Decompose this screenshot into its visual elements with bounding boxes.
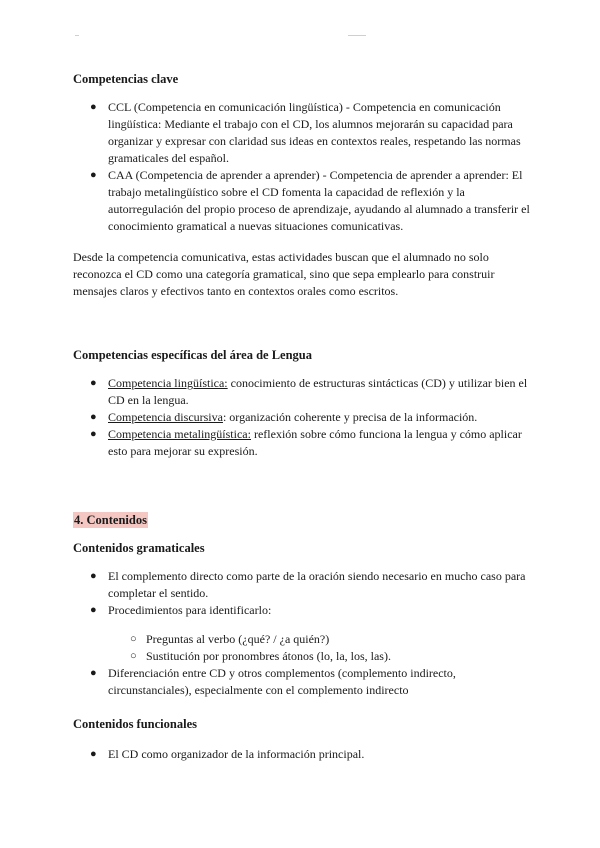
sublist-procedimientos: [130, 631, 530, 665]
heading-contenidos-funcionales: Contenidos funcionales: [73, 717, 197, 731]
bullet-icon: ●: [90, 748, 97, 760]
term-competencia-discursiva: Competencia discursiva: [108, 410, 223, 424]
list-item: [90, 665, 530, 699]
sublist-item: [130, 631, 530, 648]
list-item-text: : organización coherente y precisa de la información.: [222, 410, 478, 424]
page-edge-mark-left: [75, 35, 79, 36]
bullet-icon: ●: [90, 604, 97, 616]
heading-competencias-especificas: Competencias específicas del área de Lengua: [73, 348, 312, 362]
bullet-icon: ●: [90, 411, 97, 423]
bullet-icon: ●: [90, 169, 97, 181]
list-item-text: Procedimientos para identificarlo:: [108, 603, 272, 617]
bullet-icon: ●: [90, 377, 97, 389]
heading-contenidos-gramaticales: Contenidos gramaticales: [73, 541, 205, 555]
sublist-item-text: Preguntas al verbo (¿qué? / ¿a quién?): [146, 632, 330, 646]
paragraph-competencia-comunicativa: Desde la competencia comunicativa, estas actividades buscan que el alumnado no solo reconozca el CD como una categoría gramatical, sino que sepa emplearlo para construir mensajes claros y efectivos tanto en contextos orales como escritos.: [73, 250, 495, 298]
list-item-text: reflexión sobre cómo funciona la lengua y cómo aplicar esto para mejorar su expresión.: [108, 427, 522, 458]
term-competencia-metalinguistica: Competencia metalingüística:: [108, 427, 251, 441]
list-item: [90, 426, 530, 460]
list-item-text: CAA (Competencia de aprender a aprender) - Competencia de aprender a aprender: El trabajo metalingüístico sobre el CD fomenta la capacidad de reflexión y la autorregulación del propio proceso de aprendizaje, ayudando al alumnado a transferir el conocimiento gramatical a nuevas situaciones comunicativas.: [108, 168, 530, 233]
list-competencias-clave: [90, 99, 530, 235]
bullet-icon: ●: [90, 667, 97, 679]
list-item: [90, 409, 530, 426]
list-contenidos-funcionales: [90, 746, 530, 763]
circle-bullet-icon: ○: [130, 633, 137, 645]
list-item-text: Diferenciación entre CD y otros complementos (complemento indirecto, circunstanciales), especialmente con el complemento indirecto: [108, 666, 456, 697]
list-item-text: El complemento directo como parte de la oración siendo necesario en mucho caso para completar el sentido.: [108, 569, 526, 600]
list-item: [90, 568, 530, 602]
list-diferenciacion: [90, 665, 530, 699]
bullet-icon: ●: [90, 570, 97, 582]
list-item: [90, 746, 530, 763]
heading-competencias-clave: Competencias clave: [73, 72, 179, 86]
circle-bullet-icon: ○: [130, 650, 137, 662]
list-item-text: CCL (Competencia en comunicación lingüística) - Competencia en comunicación lingüística: Mediante el trabajo con el CD, los alumnos mejorarán su capacidad para organizar y expresar con claridad sus ideas en contextos reales, respetando las normas gramaticales del español.: [108, 100, 521, 165]
page-edge-mark-right: [348, 35, 366, 36]
list-item: [90, 602, 530, 619]
list-item: [90, 99, 530, 167]
heading-contenidos: [73, 513, 148, 528]
list-item-text: conocimiento de estructuras sintácticas (CD) y utilizar bien el CD en la lengua.: [108, 376, 528, 407]
sublist-item: [130, 648, 530, 665]
bullet-icon: ●: [90, 101, 97, 113]
bullet-icon: ●: [90, 428, 97, 440]
list-item-text: El CD como organizador de la información principal.: [108, 747, 365, 761]
list-competencias-especificas: [90, 375, 530, 460]
list-contenidos-gramaticales: [90, 568, 530, 619]
term-competencia-linguistica: Competencia lingüística:: [108, 376, 228, 390]
list-item: [90, 167, 530, 235]
sublist-item-text: Sustitución por pronombres átonos (lo, la, los, las).: [146, 649, 391, 663]
list-item: [90, 375, 530, 409]
highlighted-heading-text: 4. Contenidos: [74, 513, 147, 527]
